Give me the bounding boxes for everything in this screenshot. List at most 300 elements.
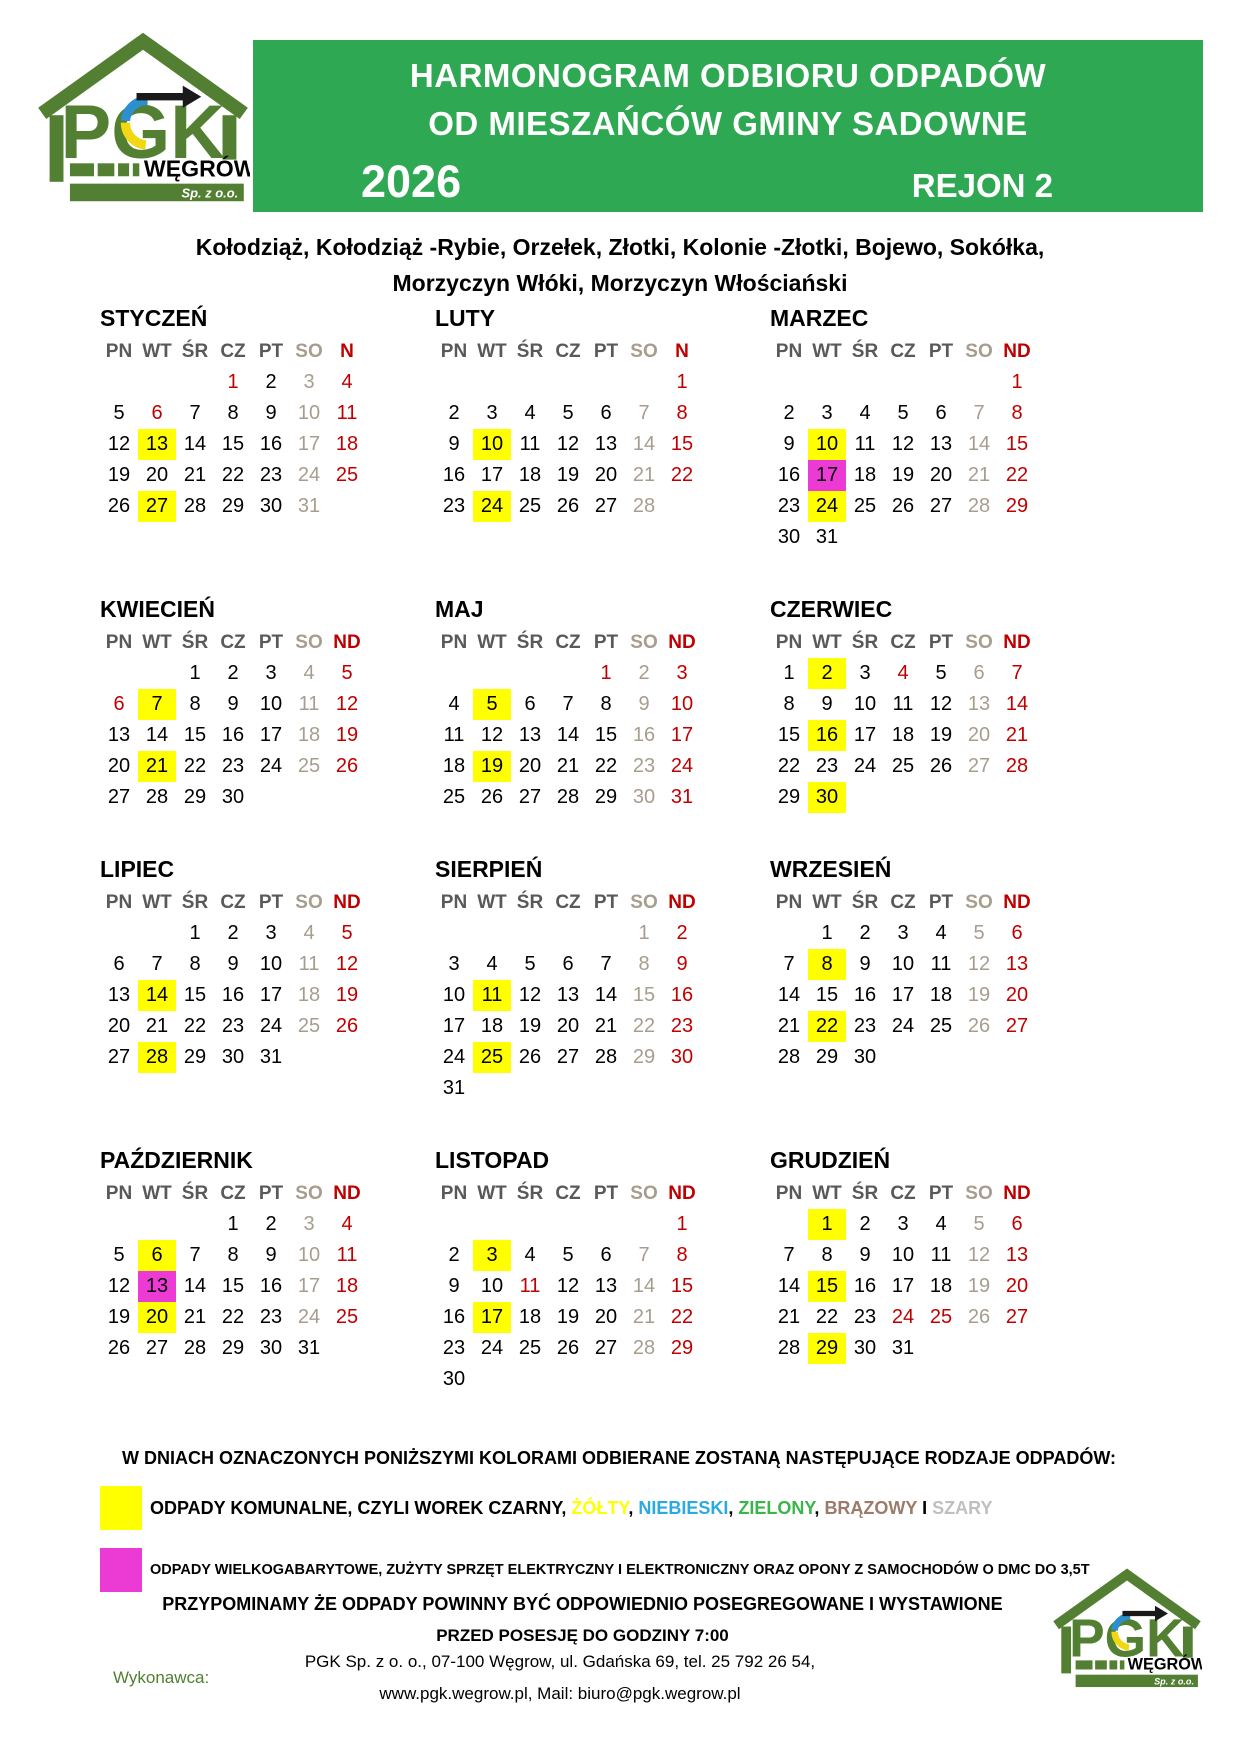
day-cell: 26 (335, 755, 359, 777)
day-cell: 2 (265, 1213, 277, 1235)
day-cell-empty (663, 1073, 701, 1104)
day-cell: 14 (183, 1275, 207, 1297)
week-row (435, 658, 770, 689)
day-header-so: SO (965, 341, 993, 362)
day-cell: 5 (473, 689, 511, 720)
day-cell: 21 (138, 751, 176, 782)
day-header-wt: WT (812, 341, 842, 362)
day-cell-empty (138, 367, 176, 398)
day-cell: 17 (670, 724, 694, 746)
day-cell-empty (663, 1364, 701, 1395)
day-cell: 2 (859, 922, 871, 944)
week-row (100, 658, 435, 689)
day-header-cz: CZ (555, 892, 581, 913)
day-cell: 2 (448, 1244, 460, 1266)
day-cell: 15 (221, 1275, 245, 1297)
day-cell: 27 (1005, 1015, 1029, 1037)
day-cell: 13 (967, 693, 991, 715)
day-cell: 5 (562, 402, 574, 424)
day-cell-empty (435, 367, 473, 398)
day-cell-empty (435, 658, 473, 689)
week-row (435, 949, 770, 980)
week-row (100, 1209, 435, 1240)
week-row (770, 751, 1105, 782)
day-cell: 7 (151, 953, 163, 975)
day-cell: 20 (1005, 984, 1029, 1006)
week-row (770, 949, 1105, 980)
day-cell: 17 (259, 984, 283, 1006)
day-cell-empty (625, 1209, 663, 1240)
day-cell: 13 (1005, 1244, 1029, 1266)
day-header-wt: WT (812, 892, 842, 913)
week-row (435, 1302, 770, 1333)
day-cell-empty (663, 491, 701, 522)
month-sierpień (435, 857, 770, 1104)
day-cell: 6 (113, 953, 125, 975)
day-cell: 11 (892, 693, 914, 715)
day-cell: 24 (891, 1306, 915, 1328)
week-row (435, 491, 770, 522)
day-cell: 6 (600, 1244, 612, 1266)
day-header-śr: ŚR (181, 1183, 209, 1204)
pgk-logo (36, 32, 250, 204)
day-cell: 19 (967, 1275, 991, 1297)
day-cell: 23 (853, 1015, 877, 1037)
day-cell: 23 (221, 755, 245, 777)
month-title: WRZESIEŃ (770, 856, 892, 882)
day-cell-empty (770, 1209, 808, 1240)
day-cell: 17 (853, 724, 877, 746)
day-cell: 12 (891, 433, 915, 455)
day-cell: 27 (594, 1337, 618, 1359)
day-cell-empty (587, 1364, 625, 1395)
day-cell: 5 (973, 922, 985, 944)
day-cell: 7 (973, 402, 985, 424)
day-cell: 24 (297, 1306, 321, 1328)
day-cell: 11 (930, 953, 952, 975)
day-cell: 18 (518, 464, 542, 486)
day-cell: 18 (297, 724, 321, 746)
day-cell: 17 (297, 1275, 321, 1297)
day-cell: 3 (486, 402, 498, 424)
day-cell: 9 (448, 433, 460, 455)
day-cell: 10 (891, 1244, 915, 1266)
day-cell-empty (176, 1209, 214, 1240)
day-cell: 15 (183, 984, 207, 1006)
day-cell-empty (328, 1333, 366, 1364)
day-cell: 6 (524, 693, 536, 715)
day-cell: 27 (107, 786, 131, 808)
day-cell: 19 (335, 724, 359, 746)
day-cell-empty (473, 367, 511, 398)
week-row (435, 1364, 770, 1395)
day-header-pt: PT (258, 632, 284, 653)
day-header-so: SO (295, 341, 323, 362)
day-cell: 13 (1005, 953, 1029, 975)
day-header-cz: CZ (555, 632, 581, 653)
legend-word: ŻÓŁTY (571, 1497, 629, 1518)
day-cell-empty (473, 1364, 511, 1395)
day-cell: 23 (815, 755, 839, 777)
day-cell: 30 (670, 1046, 694, 1068)
day-header-pt: PT (928, 632, 954, 653)
week-row (100, 429, 435, 460)
week-row (100, 1271, 435, 1302)
day-cell: 13 (138, 1271, 176, 1302)
day-cell: 29 (221, 495, 245, 517)
week-row (435, 751, 770, 782)
day-cell: 24 (670, 755, 694, 777)
day-header-cz: CZ (890, 1183, 916, 1204)
week-row (100, 1302, 435, 1333)
day-cell: 29 (808, 1333, 846, 1364)
month-title: SIERPIEŃ (435, 856, 543, 882)
day-cell-empty (290, 782, 328, 813)
day-cell: 24 (259, 1015, 283, 1037)
day-cell: 17 (891, 984, 915, 1006)
day-cell: 28 (632, 495, 656, 517)
day-header-śr: ŚR (851, 341, 879, 362)
day-cell: 9 (227, 693, 239, 715)
day-header-so: SO (295, 632, 323, 653)
week-row (770, 1240, 1105, 1271)
day-cell: 17 (297, 433, 321, 455)
day-cell: 3 (303, 371, 315, 393)
legend-communal-text (150, 1498, 992, 1519)
day-cell: 18 (891, 724, 915, 746)
day-cell: 11 (298, 953, 320, 975)
week-row (100, 782, 435, 813)
day-cell: 6 (562, 953, 574, 975)
week-row (100, 918, 435, 949)
day-cell-empty (511, 1209, 549, 1240)
week-row (435, 1333, 770, 1364)
day-cell-empty (846, 782, 884, 813)
legend-word: , (628, 1497, 639, 1518)
day-cell: 21 (967, 464, 991, 486)
day-cell: 22 (594, 755, 618, 777)
day-cell-empty (884, 367, 922, 398)
day-cell: 25 (929, 1306, 953, 1328)
day-cell: 27 (138, 491, 176, 522)
day-cell: 16 (670, 984, 694, 1006)
day-cell: 1 (227, 1213, 239, 1235)
day-cell: 7 (783, 1244, 795, 1266)
day-cell: 1 (821, 922, 833, 944)
day-cell: 4 (524, 402, 536, 424)
day-cell: 11 (519, 1275, 541, 1297)
day-header-pn: PN (775, 632, 803, 653)
address-line1: PGK Sp. z o. o., 07-100 Węgrow, ul. Gdańska 69, tel. 25 792 26 54, (304, 1652, 816, 1671)
day-cell: 5 (935, 662, 947, 684)
day-cell: 1 (638, 922, 650, 944)
day-cell: 18 (480, 1015, 504, 1037)
day-cell: 3 (897, 1213, 909, 1235)
day-header-pn: PN (105, 892, 133, 913)
day-header-n: N (340, 341, 354, 362)
day-cell: 7 (600, 953, 612, 975)
day-cell: 22 (221, 464, 245, 486)
day-cell-empty (770, 918, 808, 949)
day-cell: 31 (891, 1337, 915, 1359)
week-row (435, 689, 770, 720)
day-cell-empty (435, 1209, 473, 1240)
day-cell: 14 (967, 433, 991, 455)
month-title: PAŹDZIERNIK (100, 1147, 253, 1173)
day-cell: 6 (1011, 1213, 1023, 1235)
week-row (435, 429, 770, 460)
day-cell: 26 (967, 1015, 991, 1037)
legend-word: I (917, 1497, 933, 1518)
day-cell: 10 (473, 429, 511, 460)
day-header-cz: CZ (220, 892, 246, 913)
month-listopad (435, 1148, 770, 1395)
day-header-śr: ŚR (516, 632, 544, 653)
day-cell-empty (998, 522, 1036, 553)
day-cell: 14 (145, 724, 169, 746)
localities-line2: Morzyczyn Włóki, Morzyczyn Włościański (392, 269, 848, 296)
day-cell: 4 (486, 953, 498, 975)
day-cell: 21 (1005, 724, 1029, 746)
day-cell-empty (473, 1209, 511, 1240)
day-cell-empty (100, 918, 138, 949)
day-cell: 30 (808, 782, 846, 813)
day-cell: 13 (594, 1275, 618, 1297)
month-title: GRUDZIEŃ (770, 1147, 891, 1173)
day-cell-empty (960, 782, 998, 813)
day-cell: 16 (777, 464, 801, 486)
day-cell-empty (511, 1073, 549, 1104)
day-cell: 1 (1011, 371, 1023, 393)
day-cell: 15 (632, 984, 656, 1006)
week-row (770, 429, 1105, 460)
day-cell: 26 (107, 1337, 131, 1359)
month-grudzień (770, 1148, 1105, 1395)
day-cell: 10 (480, 1275, 504, 1297)
day-cell-empty (100, 658, 138, 689)
day-cell: 28 (632, 1337, 656, 1359)
day-cell: 22 (777, 755, 801, 777)
week-row (100, 1333, 435, 1364)
week-row (770, 658, 1105, 689)
day-cell: 26 (480, 786, 504, 808)
day-header-śr: ŚR (516, 1183, 544, 1204)
day-header-nd: ND (1003, 892, 1031, 913)
day-cell: 13 (138, 429, 176, 460)
day-header-wt: WT (477, 341, 507, 362)
week-row (770, 460, 1105, 491)
day-cell-empty (100, 1209, 138, 1240)
day-cell: 11 (473, 980, 511, 1011)
day-cell: 8 (808, 949, 846, 980)
day-cell: 3 (897, 922, 909, 944)
day-header-wt: WT (477, 892, 507, 913)
day-header-pn: PN (105, 341, 133, 362)
day-cell-empty (922, 782, 960, 813)
week-row (435, 460, 770, 491)
legend-word: , (814, 1497, 825, 1518)
day-cell: 14 (777, 984, 801, 1006)
day-cell: 19 (891, 464, 915, 486)
day-header-pt: PT (258, 892, 284, 913)
day-cell: 2 (265, 371, 277, 393)
day-cell: 29 (632, 1046, 656, 1068)
day-cell: 20 (1005, 1275, 1029, 1297)
day-cell: 4 (524, 1244, 536, 1266)
day-cell: 22 (670, 1306, 694, 1328)
day-cell: 6 (1011, 922, 1023, 944)
day-cell: 8 (227, 1244, 239, 1266)
day-cell: 27 (518, 786, 542, 808)
week-row (770, 1011, 1105, 1042)
day-cell: 27 (1005, 1306, 1029, 1328)
day-cell: 26 (556, 1337, 580, 1359)
day-cell: 18 (297, 984, 321, 1006)
contractor-label: Wykonawca: (113, 1668, 210, 1687)
day-cell: 10 (297, 1244, 321, 1266)
day-cell: 20 (518, 755, 542, 777)
day-cell: 8 (638, 953, 650, 975)
day-cell-empty (511, 367, 549, 398)
day-cell-empty (549, 918, 587, 949)
week-row (435, 1011, 770, 1042)
day-cell: 13 (556, 984, 580, 1006)
day-cell: 16 (853, 984, 877, 1006)
day-cell: 14 (183, 433, 207, 455)
localities-line1: Kołodziąż, Kołodziąż -Rybie, Orzełek, Złotki, Kolonie -Złotki, Bojewo, Sokółka, (195, 234, 1045, 260)
day-header-wt: WT (812, 1183, 842, 1204)
day-cell-empty (922, 1042, 960, 1073)
day-cell: 25 (853, 495, 877, 517)
day-cell: 9 (859, 953, 871, 975)
day-cell: 24 (891, 1015, 915, 1037)
day-header-so: SO (965, 1183, 993, 1204)
day-cell: 8 (821, 1244, 833, 1266)
day-cell: 20 (967, 724, 991, 746)
day-cell: 23 (259, 1306, 283, 1328)
day-cell: 20 (929, 464, 953, 486)
day-header-pt: PT (928, 341, 954, 362)
day-cell: 20 (594, 464, 618, 486)
week-row (100, 1042, 435, 1073)
day-cell: 6 (138, 1240, 176, 1271)
day-header-cz: CZ (555, 1183, 581, 1204)
day-cell: 7 (138, 689, 176, 720)
day-cell: 8 (1011, 402, 1023, 424)
day-cell-empty (549, 1364, 587, 1395)
reminder-line1: PRZYPOMINAMY ŻE ODPADY POWINNY BYĆ ODPOWIEDNIO POSEGREGOWANE I WYSTAWIONE (162, 1594, 1003, 1614)
day-cell: 19 (556, 1306, 580, 1328)
day-cell: 28 (556, 786, 580, 808)
day-header-pt: PT (593, 632, 619, 653)
day-cell: 27 (107, 1046, 131, 1068)
day-cell: 23 (670, 1015, 694, 1037)
day-cell: 3 (859, 662, 871, 684)
day-header-wt: WT (477, 632, 507, 653)
day-cell-empty (587, 367, 625, 398)
week-row (435, 1209, 770, 1240)
day-cell: 9 (821, 693, 833, 715)
day-cell: 15 (670, 433, 694, 455)
week-row (770, 491, 1105, 522)
day-cell: 1 (227, 371, 239, 393)
day-cell: 16 (808, 720, 846, 751)
day-header-cz: CZ (220, 341, 246, 362)
day-cell: 19 (107, 1306, 131, 1328)
day-cell: 21 (777, 1015, 801, 1037)
day-cell: 3 (265, 662, 277, 684)
day-cell-empty (884, 782, 922, 813)
header-region: REJON 2 (911, 166, 1053, 204)
day-cell: 25 (473, 1042, 511, 1073)
day-cell: 28 (777, 1046, 801, 1068)
day-header-śr: ŚR (516, 341, 544, 362)
day-cell-empty (625, 1073, 663, 1104)
day-cell: 25 (891, 755, 915, 777)
day-cell: 17 (891, 1275, 915, 1297)
day-header-śr: ŚR (181, 892, 209, 913)
day-header-śr: ŚR (851, 1183, 879, 1204)
day-cell: 2 (808, 658, 846, 689)
week-row (435, 1271, 770, 1302)
day-cell: 28 (138, 1042, 176, 1073)
day-cell: 27 (929, 495, 953, 517)
day-cell: 17 (442, 1015, 466, 1037)
day-cell: 19 (335, 984, 359, 1006)
day-header-nd: ND (333, 892, 361, 913)
day-header-cz: CZ (555, 341, 581, 362)
week-row (770, 918, 1105, 949)
day-cell: 16 (259, 433, 283, 455)
day-cell: 22 (670, 464, 694, 486)
day-cell: 16 (632, 724, 656, 746)
day-cell-empty (252, 782, 290, 813)
week-row (770, 980, 1105, 1011)
day-header-śr: ŚR (181, 632, 209, 653)
day-header-nd: ND (333, 632, 361, 653)
localities (0, 230, 1240, 301)
day-cell: 30 (221, 786, 245, 808)
day-cell-empty (473, 658, 511, 689)
day-header-cz: CZ (220, 632, 246, 653)
day-header-pt: PT (928, 892, 954, 913)
day-cell: 16 (221, 724, 245, 746)
day-cell: 26 (967, 1306, 991, 1328)
week-row (100, 398, 435, 429)
day-cell: 6 (113, 693, 125, 715)
week-row (435, 980, 770, 1011)
week-row (770, 689, 1105, 720)
week-row (100, 720, 435, 751)
day-cell: 10 (297, 402, 321, 424)
day-cell: 11 (336, 1244, 358, 1266)
day-cell-empty (176, 367, 214, 398)
day-cell: 17 (473, 1302, 511, 1333)
day-cell: 25 (929, 1015, 953, 1037)
day-cell: 6 (151, 402, 163, 424)
day-cell-empty (138, 1209, 176, 1240)
header-title-line1: HARMONOGRAM ODBIORU ODPADÓW (409, 57, 1047, 94)
month-czerwiec (770, 597, 1105, 813)
pgk-logo-footer (1052, 1568, 1202, 1689)
day-cell: 1 (783, 662, 795, 684)
day-cell: 27 (594, 495, 618, 517)
week-row (435, 1073, 770, 1104)
day-cell: 9 (783, 433, 795, 455)
day-cell: 26 (107, 495, 131, 517)
day-cell: 23 (777, 495, 801, 517)
day-cell: 16 (221, 984, 245, 1006)
